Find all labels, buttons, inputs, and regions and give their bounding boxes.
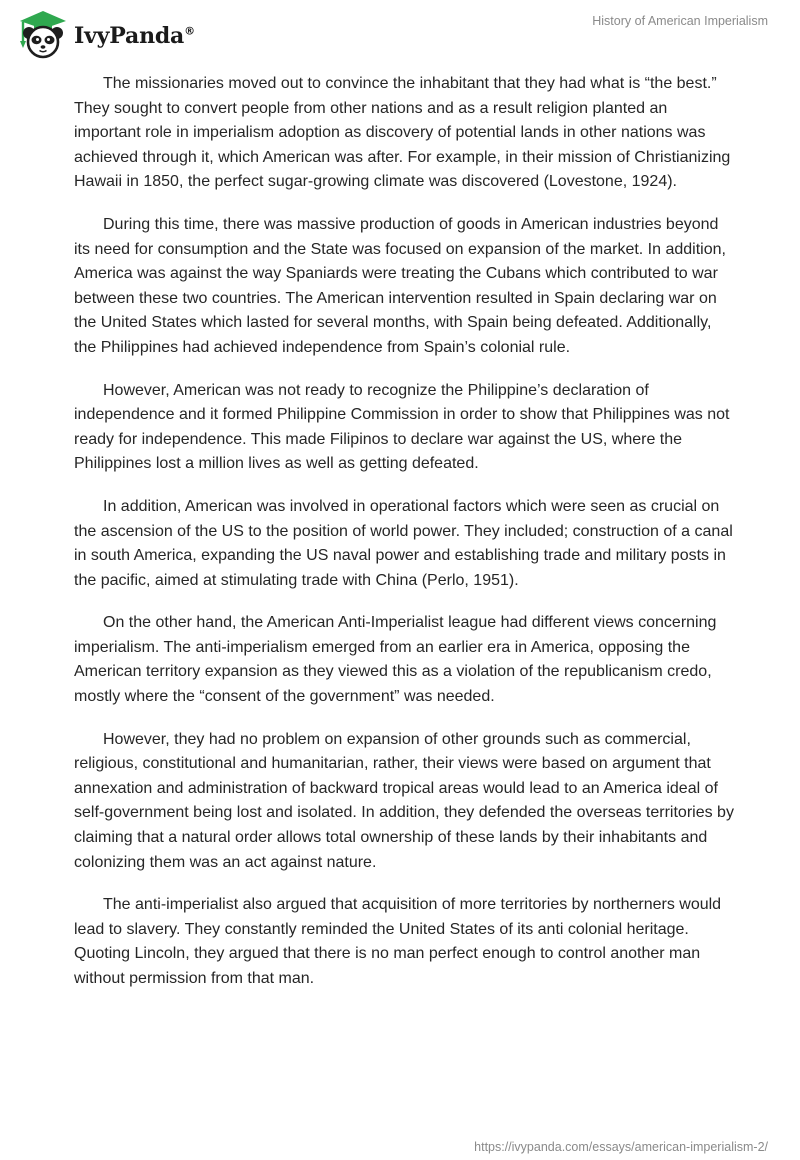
document-title: History of American Imperialism bbox=[592, 14, 768, 28]
essay-body bbox=[74, 72, 734, 1010]
panda-graduation-cap-icon bbox=[14, 8, 72, 60]
paragraph-3: However, American was not ready to recognize the Philippine’s declaration of independence and it formed Philippine Commission in order to show that Philippines was not ready for independence. This made Filipinos to declare war against the US, where the Philippines lost a million lives as well as getting defeated. bbox=[74, 381, 730, 473]
paragraph-2: During this time, there was massive production of goods in American industries beyond its need for consumption and the State was focused on expansion of the market. In addition, America was against the way Spaniards were treating the Cubans which contributed to war between these two countries. The American intervention resulted in Spain declaring war on the United States which lasted for several months, with Spain being defeated. Additionally, the Philippines had achieved independence from Spain’s colonial rule. bbox=[74, 215, 726, 356]
source-url[interactable]: https://ivypanda.com/essays/american-imperialism-2/ bbox=[474, 1140, 768, 1154]
paragraph-7: The anti-imperialist also argued that acquisition of more territories by northerners would lead to slavery. They constantly reminded the United States of its anti colonial heritage. Quoting Lincoln, they argued that there is no man perfect enough to control another man without permission from that man. bbox=[74, 896, 722, 987]
paragraph-6: However, they had no problem on expansion of other grounds such as commercial, religious, constitutional and humanitarian, rather, their views were based on argument that annexation and administration of backward tropical areas would lead to an America ideal of self-government being lost and isolated. In addition, they defended the overseas territories by claiming that a natural order allows total ownership of these lands by their inhabitants and colonizing them was an act against nature. bbox=[74, 730, 734, 871]
paragraph-1: The missionaries moved out to convince the inhabitant that they had what is “the best.” They sought to convert people from other nations and as a result religion planted an important role in imperialism adoption as discovery of potential lands in other nations was achieved through it, which American was after. For example, in their mission of Christianizing Hawaii in 1850, the perfect sugar-growing climate was discovered (Lovestone, 1924). bbox=[74, 75, 731, 191]
brand-name: IvyPanda® bbox=[74, 23, 195, 49]
page-header bbox=[0, 0, 800, 70]
brand-logo[interactable] bbox=[14, 8, 195, 60]
paragraph-5: On the other hand, the American Anti-Imperialist league had different views concerning imperialism. The anti-imperialism emerged from an earlier era in America, opposing the American territory expansion as they viewed this as a violation of the republicanism credo, mostly where the “consent of the government” was needed. bbox=[74, 614, 717, 706]
paragraph-4: In addition, American was involved in operational factors which were seen as crucial on the ascension of the US to the position of world power. They included; construction of a canal in south America, expanding the US naval power and establishing trade and military posts in the pacific, aimed at stimulating trade with China (Perlo, 1951). bbox=[74, 497, 733, 589]
